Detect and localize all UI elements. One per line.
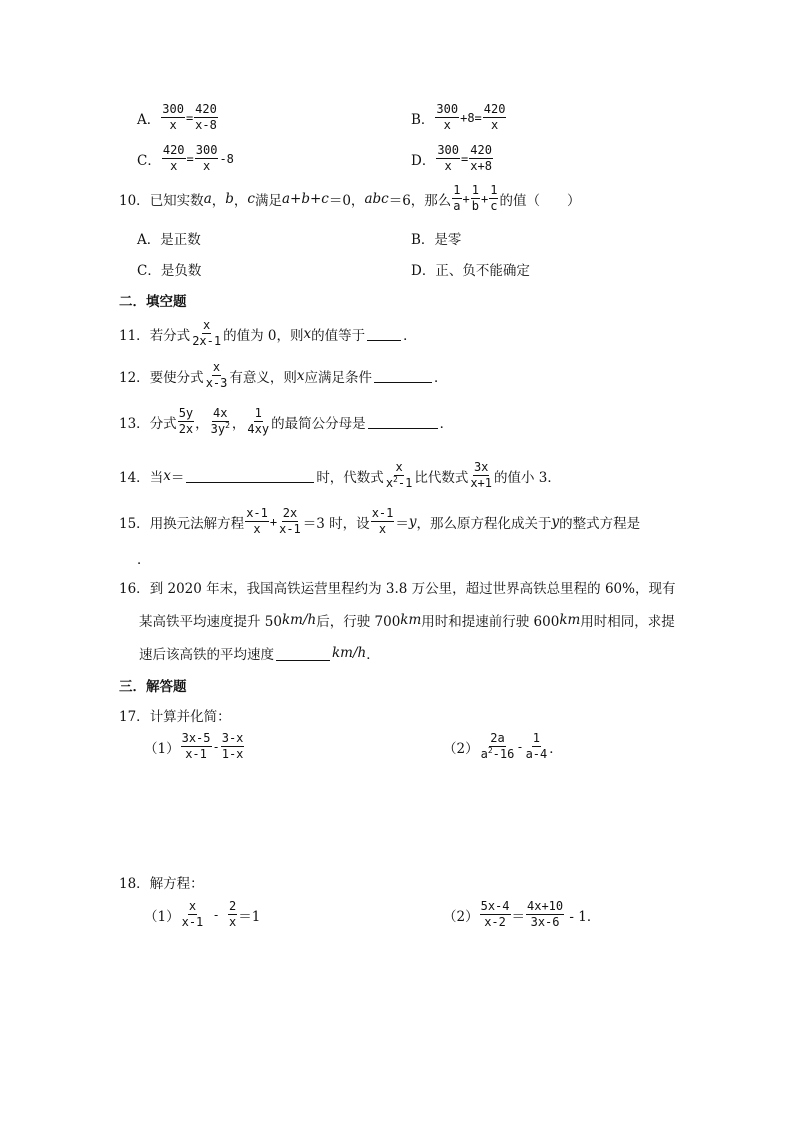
q9-option-a: A． $\frac{300}{x}$ = $\frac{420}{x-8}$: [137, 102, 217, 132]
fraction: $\frac{1}{b}$: [471, 183, 479, 213]
fraction: $\frac{1}{a-4}$: [525, 731, 548, 761]
q10-option-a: A．是正数: [137, 232, 201, 248]
question-16-line-2: 某高铁平均速度提升 50 km/h 后，行驶 700 km 用时和提速前行驶 600 km 用时相同，求提: [139, 612, 675, 630]
question-14: 14． 当 x ＝ 时，代数式 $\frac{x}{x^2-1}$ 比代数式 $\frac{3x}{x+1}$ 的值小 3．: [119, 460, 561, 490]
fraction: $\frac{5y}{2x}$: [178, 406, 194, 436]
fraction: $\frac{3x}{x+1}$: [470, 460, 493, 490]
q9-option-b: B． $\frac{300}{x}$ +8= $\frac{420}{x}$: [411, 102, 506, 132]
question-12: 12． 要使分式 $\frac{x}{x-3}$ 有意义，则 x 应满足条件 ．: [119, 360, 448, 390]
answer-blank[interactable]: [374, 368, 432, 383]
answer-blank[interactable]: [368, 414, 438, 429]
fraction: $\frac{300}{x}$: [162, 102, 184, 132]
fraction: $\frac{420}{x+8}$: [470, 143, 492, 173]
fraction: $\frac{x}{2x-1}$: [192, 318, 222, 348]
fraction: $\frac{1}{c}$: [490, 183, 498, 213]
fraction: $\frac{3x-5}{x-1}$: [181, 731, 211, 761]
section-header-solve: 三．解答题: [119, 679, 187, 695]
q17-part-1: （1） $\frac{3x-5}{x-1}$ - $\frac{3-x}{1-x}$: [144, 731, 244, 761]
fraction: $\frac{4x}{3y^2}$: [210, 406, 230, 436]
fraction: $\frac{x}{x^2-1}$: [385, 460, 413, 490]
fraction: $\frac{2x}{x-1}$: [279, 506, 301, 536]
q10-option-b: B．是零: [411, 232, 462, 248]
fraction: $\frac{300}{x}$: [436, 102, 459, 132]
fraction: $\frac{300}{x}$: [195, 143, 218, 173]
q15-end: ．: [137, 552, 151, 568]
q18-part-2: （2） $\frac{5x-4}{x-2}$ ＝ $\frac{4x+10}{3x-6}$ - 1．: [443, 899, 601, 929]
q10-option-d: D．正、负不能确定: [411, 263, 530, 279]
fraction: $\frac{3-x}{1-x}$: [221, 731, 244, 761]
fraction: $\frac{420}{x-8}$: [195, 102, 217, 132]
q18-part-1: （1） $\frac{x}{x-1}$ - $\frac{2}{x}$ ＝1: [144, 899, 261, 929]
q10-option-c: C．是负数: [137, 263, 202, 279]
answer-blank[interactable]: [186, 468, 314, 483]
fraction: $\frac{4x+10}{3x-6}$: [527, 899, 564, 929]
fraction: $\frac{x-1}{x}$: [371, 506, 394, 536]
question-13: 13． 分式 $\frac{5y}{2x}$ ， $\frac{4x}{3y^2}$ ， $\frac{1}{4xy}$ 的最简公分母是 ．: [119, 406, 454, 436]
fraction: $\frac{5x-4}{x-2}$: [480, 899, 510, 929]
fraction: $\frac{x}{x-1}$: [181, 899, 204, 929]
fraction: $\frac{420}{x}$: [483, 102, 506, 132]
q9-option-d: D． $\frac{300}{x}$ = $\frac{420}{x+8}$: [411, 143, 492, 173]
section-header-fill-in: 二．填空题: [119, 294, 187, 310]
question-16-line-1: 16． 到 2020 年末，我国高铁运营里程约为 3.8 万公里，超过世界高铁总里程的 60%，现有: [119, 581, 676, 597]
answer-blank[interactable]: [276, 646, 330, 661]
question-11: 11． 若分式 $\frac{x}{2x-1}$ 的值为 0，则 x 的值等于 ．: [119, 318, 417, 348]
question-17-title: 17． 计算并化简：: [119, 709, 231, 725]
question-15: 15． 用换元法解方程 $\frac{x-1}{x}$ + $\frac{2x}{x-1}$ ＝3 时，设 $\frac{x-1}{x}$ ＝ y ，那么原方程化成关于 y 的整式方程是: [119, 506, 641, 536]
q17-part-2: （2） $\frac{2a}{a^2-16}$ - $\frac{1}{a-4}$ ．: [443, 731, 563, 761]
question-10: 10． 已知实数 a ， b ， c 满足 a+b+c ＝0， abc ＝6，那么 $\frac{1}{a}$ + $\frac{1}{b}$ + $\frac{1}{c}$ 的值（ ）: [119, 183, 581, 213]
q9-option-c: C． $\frac{420}{x}$ = $\frac{300}{x}$ -8: [137, 143, 234, 173]
question-18-title: 18． 解方程：: [119, 876, 204, 892]
fraction: $\frac{1}{a}$: [453, 183, 461, 213]
fraction: $\frac{2}{x}$: [228, 899, 237, 929]
fraction: $\frac{300}{x}$: [437, 143, 460, 173]
fraction: $\frac{x}{x-3}$: [205, 360, 228, 390]
fraction: $\frac{420}{x}$: [162, 143, 185, 173]
fraction: $\frac{1}{4xy}$: [247, 406, 270, 436]
fraction: $\frac{2a}{a^2-16}$: [480, 731, 515, 761]
answer-blank[interactable]: [367, 326, 401, 341]
question-16-line-3: 速后该高铁的平均速度 km/h ．: [139, 645, 380, 663]
fraction: $\frac{x-1}{x}$: [246, 506, 268, 536]
